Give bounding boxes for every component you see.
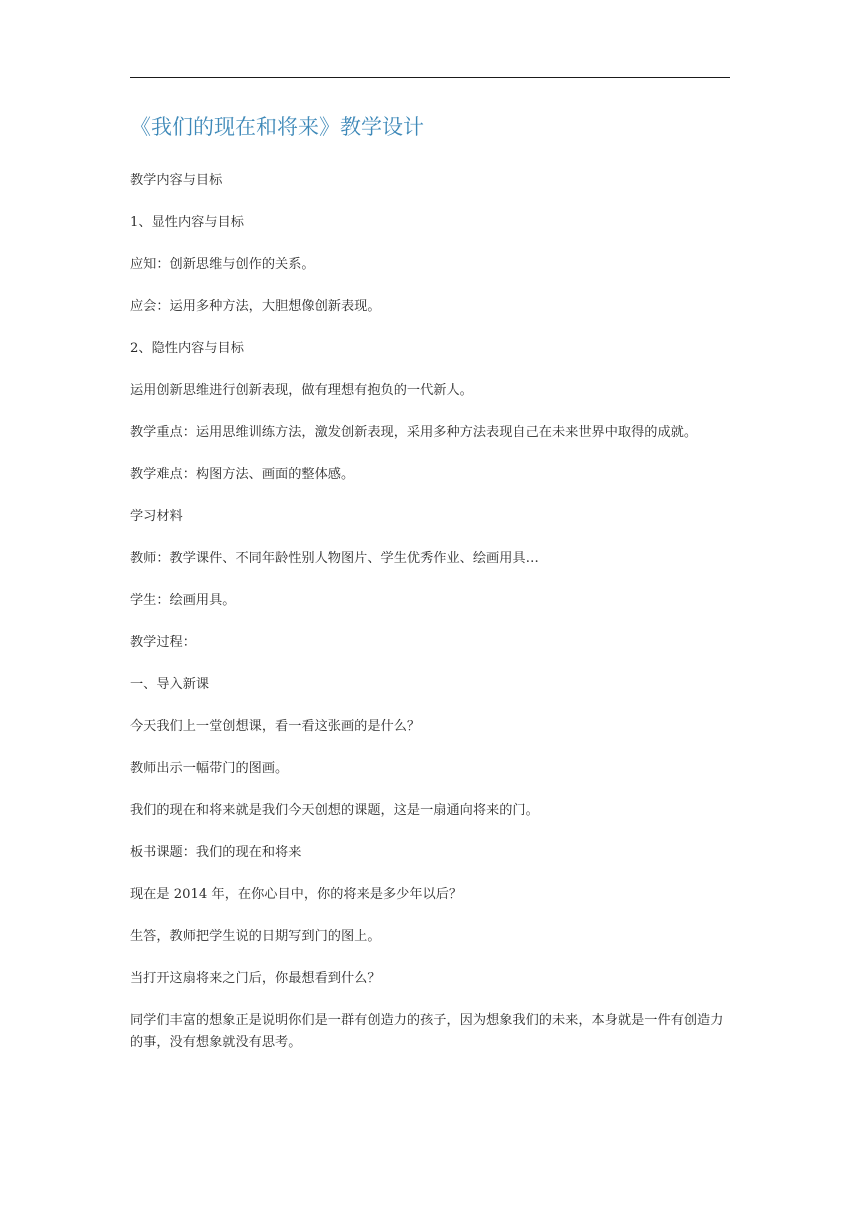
paragraph-teacher-materials: 教师：教学课件、不同年龄性别人物图片、学生优秀作业、绘画用具… xyxy=(130,551,539,566)
paragraph-key-points: 教学重点：运用思维训练方法，激发创新表现，采用多种方法表现自己在未来世界中取得的成就。 xyxy=(130,425,698,440)
paragraph-process-heading: 教学过程： xyxy=(130,635,196,650)
paragraph-should-know: 应知：创新思维与创作的关系。 xyxy=(130,257,315,272)
paragraph-implicit-goals: 2、隐性内容与目标 xyxy=(130,341,244,356)
paragraph-materials-heading: 学习材料 xyxy=(130,509,183,524)
paragraph-show-picture: 教师出示一幅带门的图画。 xyxy=(130,761,289,776)
document-title: 《我们的现在和将来》教学设计 xyxy=(130,115,424,139)
paragraph-topic-door: 我们的现在和将来就是我们今天创想的课题，这是一扇通向将来的门。 xyxy=(130,803,539,818)
paragraph-imagination-summary: 同学们丰富的想象正是说明你们是一群有创造力的孩子，因为想象我们的未来，本身就是一件有创造力的事，没有想象就没有思考。 xyxy=(130,1013,724,1050)
paragraph-should-master: 应会：运用多种方法，大胆想像创新表现。 xyxy=(130,299,381,314)
paragraph-section-heading: 教学内容与目标 xyxy=(130,173,223,188)
document-page xyxy=(130,0,730,1216)
document-body xyxy=(130,170,730,1074)
paragraph-board-title: 板书课题：我们的现在和将来 xyxy=(130,845,302,860)
paragraph-student-answer: 生答，教师把学生说的日期写到门的图上。 xyxy=(130,929,381,944)
paragraph-explicit-goals: 1、显性内容与目标 xyxy=(130,215,244,230)
paragraph-intro-heading: 一、导入新课 xyxy=(130,677,210,692)
paragraph-open-door-question: 当打开这扇将来之门后，你最想看到什么？ xyxy=(130,971,381,986)
paragraph-student-materials: 学生：绘画用具。 xyxy=(130,593,236,608)
paragraph-year-question: 现在是 2014 年，在你心目中，你的将来是多少年以后？ xyxy=(130,887,463,902)
paragraph-implicit-detail: 运用创新思维进行创新表现，做有理想有抱负的一代新人。 xyxy=(130,383,473,398)
paragraph-intro-question: 今天我们上一堂创想课，看一看这张画的是什么？ xyxy=(130,719,421,734)
header-rule xyxy=(130,77,730,78)
paragraph-difficulties: 教学难点：构图方法、画面的整体感。 xyxy=(130,467,355,482)
